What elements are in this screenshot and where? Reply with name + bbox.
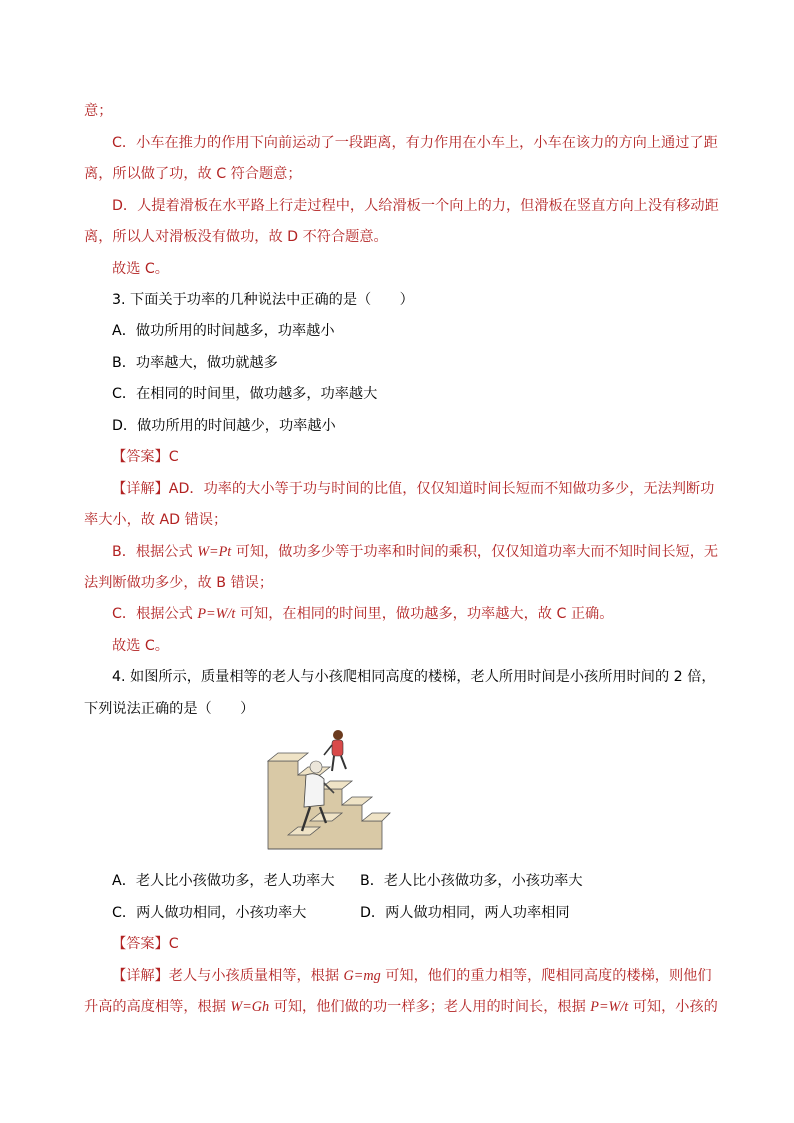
q3-option-b: B．功率越大，做功就越多 xyxy=(112,355,278,371)
stair-tread xyxy=(342,797,372,805)
q3-detail-a-text: AD．功率的大小等于功与时间的比值，仅仅知道时间长短而不知做功多少，无法判断功 xyxy=(168,481,715,497)
q3-option-c: C．在相同的时间里，做功越多，功率越大 xyxy=(112,386,378,402)
stair-wall xyxy=(268,761,382,849)
q3-detail-a-line2: 率大小，故 AD 错误； xyxy=(84,512,228,528)
q3-detail-tag: 【详解】 xyxy=(112,481,169,497)
q4-detail2-a: 升高的高度相等，根据 xyxy=(84,999,231,1015)
q4-detail-line2 xyxy=(84,997,718,1017)
q3-detail-a-line1 xyxy=(112,479,714,499)
q3-detail-b-post: 可知，做功多少等于功率和时间的乘积，仅仅知道功率大而不知时间长短，无 xyxy=(231,544,719,560)
stairs-old-man-and-child-illustration xyxy=(258,727,392,855)
q4-detail1-b: 可知，他们的重力相等，爬相同高度的楼梯，则他们 xyxy=(380,968,712,984)
prev-option-d-line2: 离，所以人对滑板没有做功，故 D 不符合题意。 xyxy=(84,229,388,245)
child-leg xyxy=(332,756,334,771)
q3-answer-tag: 【答案】 xyxy=(112,449,169,465)
child-arm xyxy=(324,745,332,755)
prev-line-end: 意； xyxy=(84,103,113,119)
q3-option-d: D．做功所用的时间越少，功率越小 xyxy=(112,418,336,434)
q4-detail2-formula1: W=Gh xyxy=(230,999,270,1015)
q4-answer-value: C xyxy=(168,936,179,952)
q3-answer xyxy=(112,447,179,467)
q3-detail-b-formula: W=Pt xyxy=(197,544,232,560)
q3-detail-b-line2: 法判断做功多少，故 B 错误； xyxy=(84,575,274,591)
q3-answer-value: C xyxy=(168,449,179,465)
q4-option-c: C．两人做功相同，小孩功率大 xyxy=(112,905,307,921)
old-man-body xyxy=(304,774,324,807)
old-man-head xyxy=(310,761,322,773)
q4-detail-tag: 【详解】 xyxy=(112,968,169,984)
q3-detail-c-pre: C．根据公式 xyxy=(112,606,198,622)
q4-detail1-a: 老人与小孩质量相等，根据 xyxy=(168,968,344,984)
child-leg xyxy=(341,756,346,769)
q3-detail-c-post: 可知，在相同的时间里，做功越多，功率越大，故 C 正确。 xyxy=(235,606,614,622)
prev-choose: 故选 C。 xyxy=(112,261,169,277)
q3-detail-c-line xyxy=(112,604,613,624)
prev-option-d-line1: D．人提着滑板在水平路上行走过程中，人给滑板一个向上的力，但滑板在竖直方向上没有移动距 xyxy=(112,198,719,214)
q4-detail1-formula: G=mg xyxy=(343,968,381,984)
q3-detail-c-formula: P=W/t xyxy=(197,606,236,622)
q4-detail-line1 xyxy=(112,966,712,986)
q4-option-b: B．老人比小孩做功多，小孩功率大 xyxy=(360,873,583,889)
q4-detail2-formula2: P=W/t xyxy=(590,999,629,1015)
stair-tread xyxy=(268,753,308,761)
prev-option-c-line2: 离，所以做了功，故 C 符合题意； xyxy=(84,166,302,182)
q3-choose: 故选 C。 xyxy=(112,638,169,654)
q3-stem: 3. 下面关于功率的几种说法中正确的是（ ） xyxy=(112,292,414,308)
child-body xyxy=(332,740,343,756)
stair-tread xyxy=(320,781,352,789)
stair-tread xyxy=(362,813,390,821)
q3-option-a: A．做功所用的时间越多，功率越小 xyxy=(112,323,335,339)
q4-answer-tag: 【答案】 xyxy=(112,936,169,952)
prev-option-c-line1: C．小车在推力的作用下向前运动了一段距离，有力作用在小车上，小车在该力的方向上通过了距 xyxy=(112,135,718,151)
q4-answer xyxy=(112,934,179,954)
q4-detail2-b: 可知，他们做的功一样多；老人用的时间长，根据 xyxy=(269,999,591,1015)
q3-detail-b-line1 xyxy=(112,542,718,562)
child-head xyxy=(333,730,343,740)
q4-option-d: D．两人做功相同，两人功率相同 xyxy=(360,905,570,921)
q3-detail-b-pre: B．根据公式 xyxy=(112,544,198,560)
q4-stem-line2: 下列说法正确的是（ ） xyxy=(84,701,255,717)
q4-stem-line1: 4. 如图所示，质量相等的老人与小孩爬相同高度的楼梯，老人所用时间是小孩所用时间的 2 倍， xyxy=(112,669,716,685)
q4-detail2-c: 可知，小孩的 xyxy=(628,999,718,1015)
q4-option-a: A．老人比小孩做功多，老人功率大 xyxy=(112,873,335,889)
